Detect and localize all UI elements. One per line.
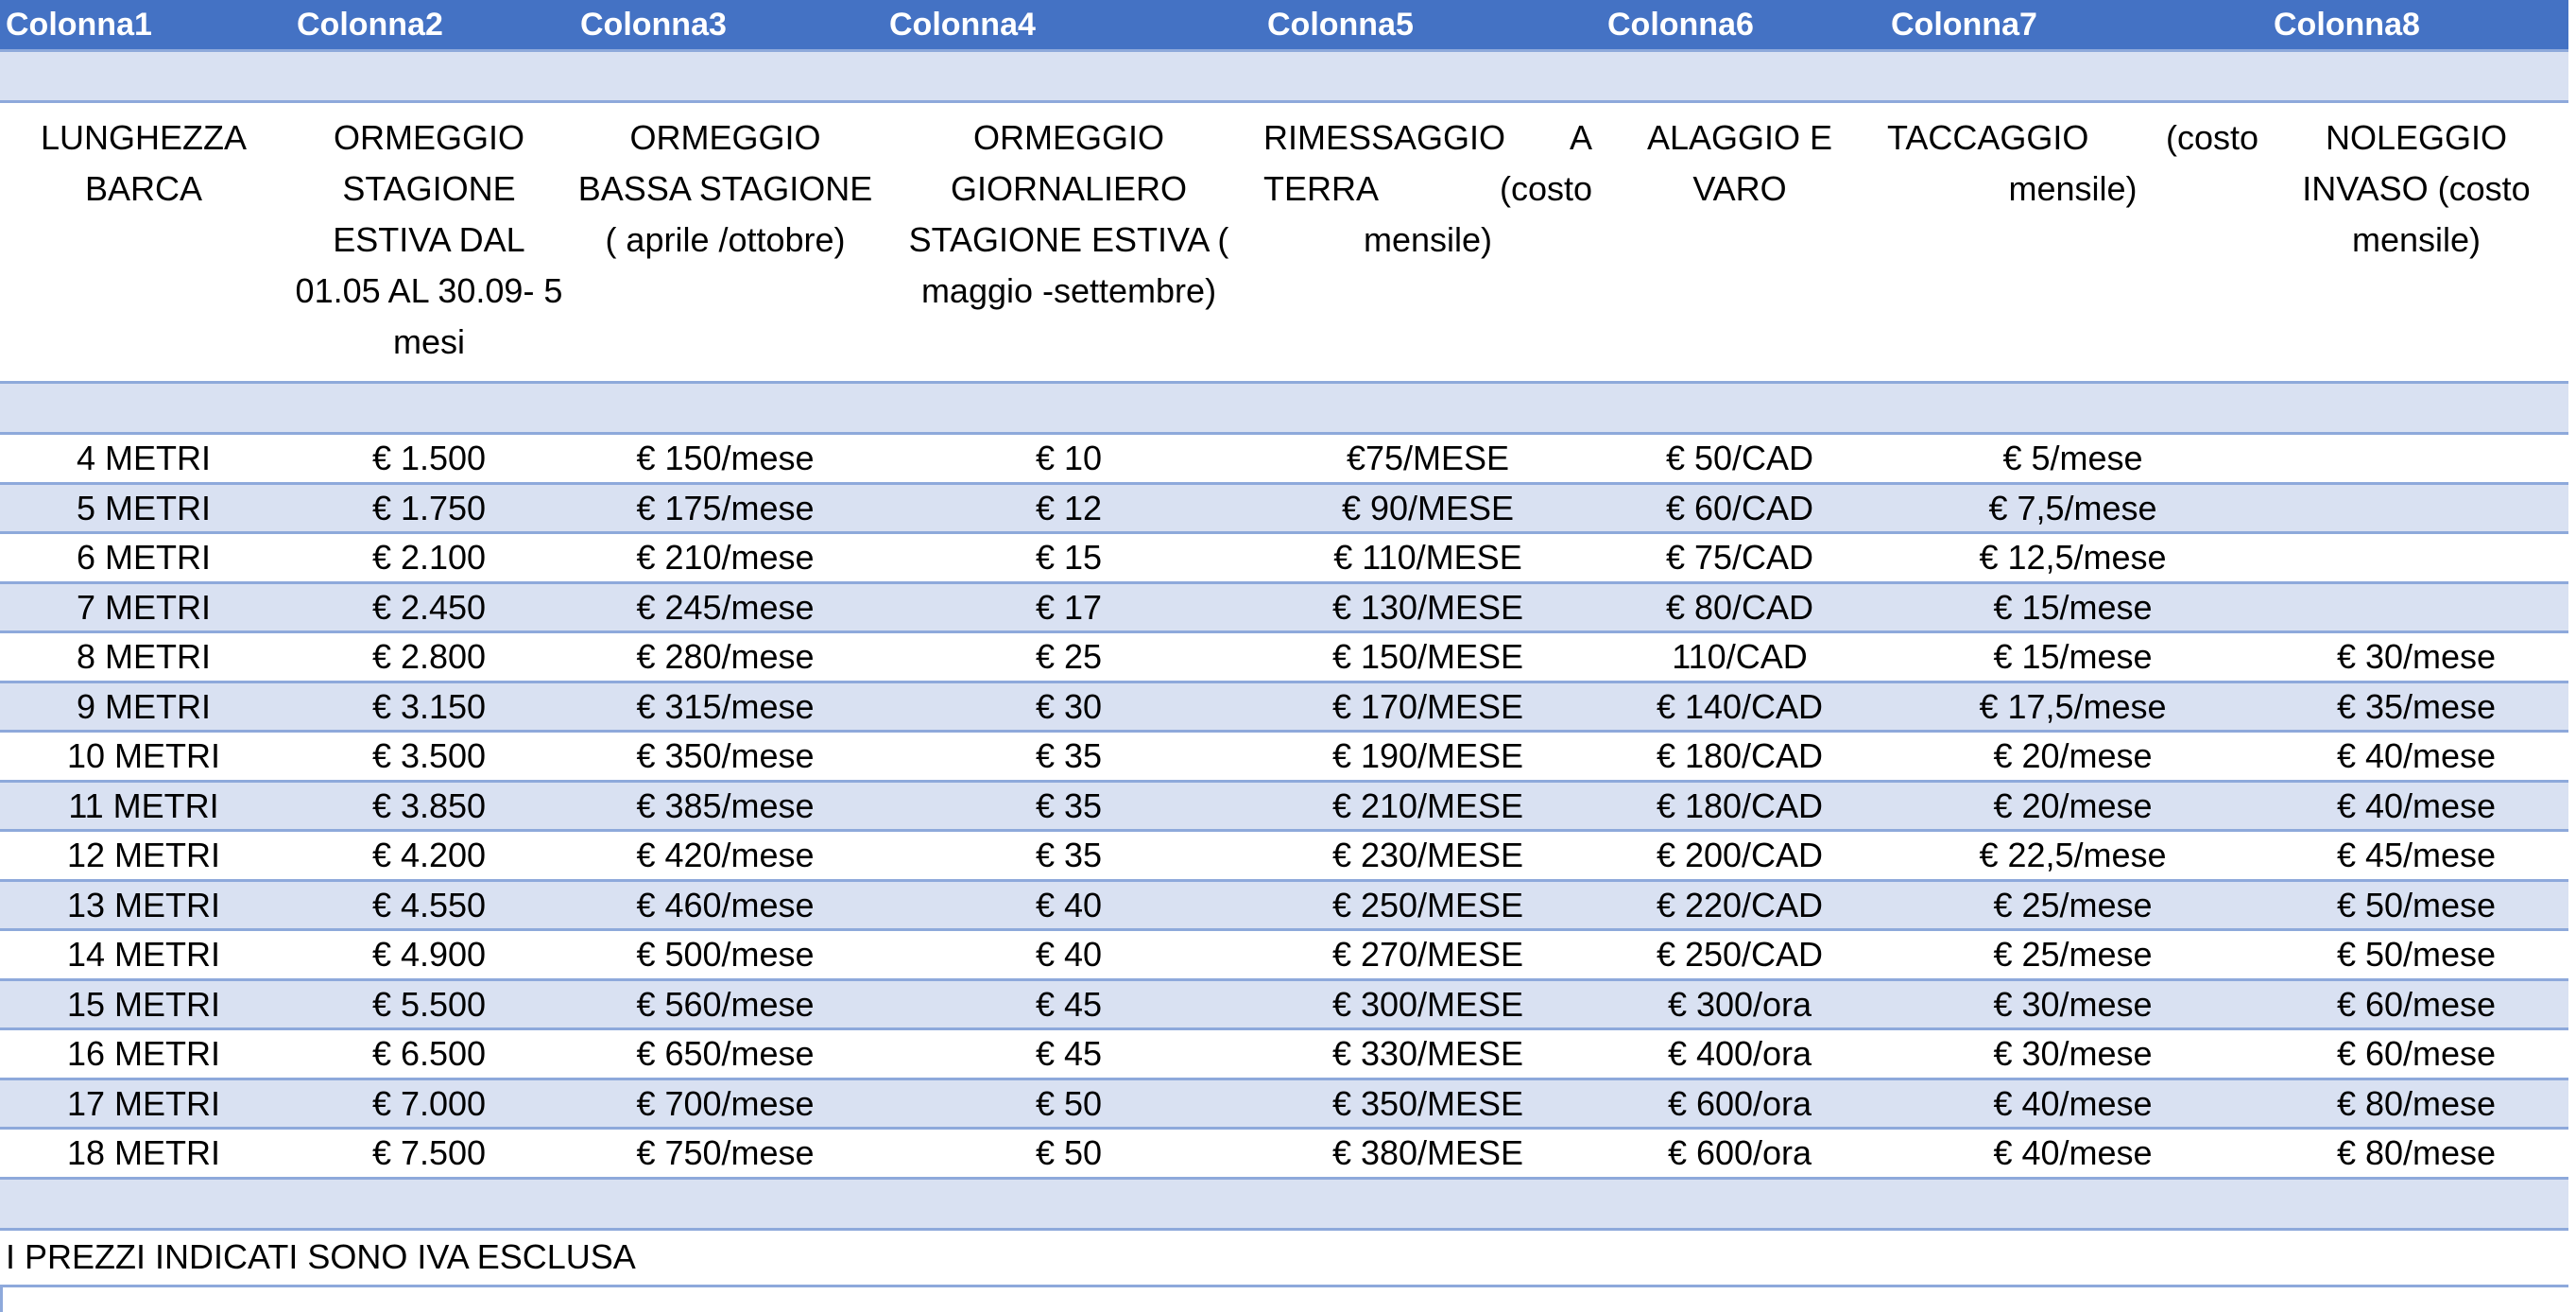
table-row [0, 831, 2568, 881]
table-cell[interactable]: € 40 [880, 880, 1258, 930]
table-cell[interactable]: € 10 [880, 434, 1258, 484]
table-cell[interactable]: € 3.150 [287, 682, 571, 732]
table-cell[interactable]: € 75/CAD [1598, 533, 1881, 583]
table-cell[interactable]: € 35/mese [2264, 682, 2568, 732]
table-cell[interactable]: € 60/CAD [1598, 483, 1881, 533]
table-cell[interactable]: € 5.500 [287, 979, 571, 1029]
table-cell[interactable]: € 80/mese [2264, 1079, 2568, 1129]
table-cell[interactable]: € 40/mese [2264, 732, 2568, 782]
table-cell[interactable]: € 50 [880, 1129, 1258, 1179]
table-cell[interactable]: € 650/mese [571, 1029, 880, 1079]
table-cell[interactable]: € 40/mese [2264, 781, 2568, 831]
cell-text: LUNGHEZZA BARCA [40, 118, 248, 208]
cell-text: NOLEGGIO INVASO (costo mensile) [2302, 118, 2531, 259]
table-row [0, 880, 2568, 930]
empty-band-row [0, 51, 2568, 102]
cell-text: ORMEGGIO GIORNALIERO STAGIONE ESTIVA ( maggio -settembre) [908, 118, 1229, 310]
table-cell[interactable]: 5 METRI [0, 483, 287, 533]
table-cell[interactable]: 11 METRI [0, 781, 287, 831]
table-cell[interactable]: € 40/mese [1881, 1129, 2264, 1179]
empty-band-row [0, 1178, 2568, 1229]
table-cell[interactable] [1598, 102, 1881, 383]
table-cell[interactable]: € 35 [880, 781, 1258, 831]
table-cell[interactable]: € 180/CAD [1598, 732, 1881, 782]
table-cell[interactable]: € 60/mese [2264, 979, 2568, 1029]
table-cell[interactable]: 12 METRI [0, 831, 287, 881]
table-cell[interactable]: € 30 [880, 682, 1258, 732]
table-cell[interactable]: € 80/mese [2264, 1129, 2568, 1179]
table-cell[interactable] [0, 383, 2568, 434]
table-cell[interactable]: € 4.900 [287, 930, 571, 980]
cell-text: ORMEGGIO BASSA STAGIONE ( aprile /ottobre) [577, 118, 873, 259]
table-cell[interactable] [0, 51, 2568, 102]
table-cell[interactable]: € 4.200 [287, 831, 571, 881]
cell-text: ALAGGIO E VARO [1646, 118, 1833, 208]
column-header[interactable]: Colonna3 [571, 0, 880, 51]
table-cell[interactable]: € 170/MESE [1258, 682, 1598, 732]
table-cell[interactable]: 8 METRI [0, 632, 287, 682]
table-cell[interactable]: € 220/CAD [1598, 880, 1881, 930]
table-cell[interactable]: € 30/mese [1881, 1029, 2264, 1079]
table-cell[interactable]: € 560/mese [571, 979, 880, 1029]
table-cell[interactable]: € 150/MESE [1258, 632, 1598, 682]
column-header[interactable]: Colonna7 [1881, 0, 2264, 51]
column-header[interactable]: Colonna6 [1598, 0, 1881, 51]
table-row [0, 582, 2568, 632]
table-cell[interactable]: 9 METRI [0, 682, 287, 732]
table-cell[interactable]: € 7.000 [287, 1079, 571, 1129]
table-cell[interactable]: 4 METRI [0, 434, 287, 484]
table-cell[interactable]: € 25 [880, 632, 1258, 682]
table-cell[interactable]: € 150/mese [571, 434, 880, 484]
table-row [0, 632, 2568, 682]
table-cell[interactable]: € 750/mese [571, 1129, 880, 1179]
table-cell[interactable]: € 500/mese [571, 930, 880, 980]
table-row [0, 1029, 2568, 1079]
table-cell[interactable] [2264, 483, 2568, 533]
table-cell[interactable]: € 30/mese [2264, 632, 2568, 682]
table-cell[interactable]: € 30/mese [1881, 979, 2264, 1029]
table-cell[interactable]: € 15/mese [1881, 582, 2264, 632]
table-cell[interactable]: € 50/mese [2264, 930, 2568, 980]
table-cell[interactable]: € 12 [880, 483, 1258, 533]
table-cell[interactable]: € 3.500 [287, 732, 571, 782]
table-cell[interactable]: € 7.500 [287, 1129, 571, 1179]
table-cell[interactable]: € 2.450 [287, 582, 571, 632]
table-cell[interactable]: € 20/mese [1881, 732, 2264, 782]
table-cell[interactable]: 110/CAD [1598, 632, 1881, 682]
table-cell[interactable]: € 190/MESE [1258, 732, 1598, 782]
table-row [0, 434, 2568, 484]
table-cell[interactable] [0, 102, 287, 383]
table-cell[interactable]: 7 METRI [0, 582, 287, 632]
table-cell[interactable]: € 90/MESE [1258, 483, 1598, 533]
table-row [0, 979, 2568, 1029]
table-cell[interactable]: € 350/mese [571, 732, 880, 782]
table-cell[interactable]: € 420/mese [571, 831, 880, 881]
table-cell[interactable]: € 280/mese [571, 632, 880, 682]
table-cell[interactable] [571, 102, 880, 383]
column-header[interactable]: Colonna1 [0, 0, 287, 51]
table-cell[interactable]: € 350/MESE [1258, 1079, 1598, 1129]
table-row [0, 533, 2568, 583]
table-cell[interactable]: 14 METRI [0, 930, 287, 980]
table-cell[interactable]: € 315/mese [571, 682, 880, 732]
table-cell[interactable]: € 300/MESE [1258, 979, 1598, 1029]
table-cell[interactable]: € 210/MESE [1258, 781, 1598, 831]
table-row [0, 682, 2568, 732]
table-cell[interactable] [1881, 102, 2264, 383]
table-cell[interactable]: € 460/mese [571, 880, 880, 930]
table-cell[interactable] [0, 1178, 2568, 1229]
table-cell[interactable]: € 300/ora [1598, 979, 1881, 1029]
table-cell[interactable]: € 25/mese [1881, 880, 2264, 930]
table-row [0, 1079, 2568, 1129]
table-cell[interactable]: € 1.500 [287, 434, 571, 484]
column-header[interactable]: Colonna2 [287, 0, 571, 51]
table-cell[interactable]: € 50/mese [2264, 880, 2568, 930]
table-cell[interactable]: € 35 [880, 831, 1258, 881]
table-cell[interactable]: € 50 [880, 1079, 1258, 1129]
vat-note[interactable]: I PREZZI INDICATI SONO IVA ESCLUSA [0, 1229, 2568, 1286]
table-cell[interactable]: 15 METRI [0, 979, 287, 1029]
table-row [0, 781, 2568, 831]
table-cell[interactable]: € 20/mese [1881, 781, 2264, 831]
table-row [0, 483, 2568, 533]
table-cell[interactable]: € 15 [880, 533, 1258, 583]
table-cell[interactable] [2264, 102, 2568, 383]
note-row [0, 1229, 2568, 1286]
table-cell[interactable]: € 250/CAD [1598, 930, 1881, 980]
table-cell[interactable]: € 380/MESE [1258, 1129, 1598, 1179]
table-cell[interactable]: € 175/mese [571, 483, 880, 533]
table-cell[interactable] [2264, 533, 2568, 583]
table-cell[interactable]: € 400/ora [1598, 1029, 1881, 1079]
table-cell[interactable]: € 15/mese [1881, 632, 2264, 682]
table-cell[interactable]: € 385/mese [571, 781, 880, 831]
table-row [0, 930, 2568, 980]
table-cell[interactable] [2264, 434, 2568, 484]
table-cell[interactable]: € 17,5/mese [1881, 682, 2264, 732]
table-cell[interactable]: € 12,5/mese [1881, 533, 2264, 583]
table-cell[interactable]: € 4.550 [287, 880, 571, 930]
table-cell[interactable]: € 140/CAD [1598, 682, 1881, 732]
table-cell[interactable]: € 2.100 [287, 533, 571, 583]
table-cell[interactable]: 18 METRI [0, 1129, 287, 1179]
table-cell[interactable] [2264, 582, 2568, 632]
table-cell[interactable]: € 45 [880, 1029, 1258, 1079]
table-cell[interactable]: 13 METRI [0, 880, 287, 930]
table-cell[interactable] [287, 102, 571, 383]
table-cell[interactable]: 6 METRI [0, 533, 287, 583]
table-cell[interactable]: € 600/ora [1598, 1079, 1881, 1129]
table-cell[interactable]: € 40 [880, 930, 1258, 980]
cell-text: RIMESSAGGIO A TERRA (costo mensile) [1263, 118, 1592, 259]
table-cell[interactable]: € 45/mese [2264, 831, 2568, 881]
column-header[interactable]: Colonna5 [1258, 0, 1598, 51]
cell-text: TACCAGGIO (costo mensile) [1887, 118, 2258, 208]
table-cell[interactable]: € 250/MESE [1258, 880, 1598, 930]
table-cell[interactable]: € 40/mese [1881, 1079, 2264, 1129]
table-cell[interactable]: € 130/MESE [1258, 582, 1598, 632]
table-cell[interactable]: € 5/mese [1881, 434, 2264, 484]
table-cell[interactable]: € 600/ora [1598, 1129, 1881, 1179]
table-cell[interactable]: € 35 [880, 732, 1258, 782]
table-row [0, 732, 2568, 782]
table-cell[interactable]: €75/MESE [1258, 434, 1598, 484]
table-cell[interactable]: € 700/mese [571, 1079, 880, 1129]
table-cell[interactable]: € 45 [880, 979, 1258, 1029]
column-header[interactable]: Colonna8 [2264, 0, 2568, 51]
table-cell[interactable]: € 60/mese [2264, 1029, 2568, 1079]
table-cell[interactable]: € 17 [880, 582, 1258, 632]
table-cell[interactable]: 10 METRI [0, 732, 287, 782]
table-header-row [0, 0, 2568, 51]
table-cell[interactable]: € 3.850 [287, 781, 571, 831]
cell-text: ORMEGGIO STAGIONE ESTIVA DAL 01.05 AL 30.09- 5 mesi [295, 118, 563, 361]
table-cell[interactable]: € 200/CAD [1598, 831, 1881, 881]
table-cell[interactable]: € 230/MESE [1258, 831, 1598, 881]
table-cell[interactable]: € 6.500 [287, 1029, 571, 1079]
column-header[interactable]: Colonna4 [880, 0, 1258, 51]
table-cell[interactable]: € 110/MESE [1258, 533, 1598, 583]
table-cell[interactable] [1258, 102, 1598, 383]
table-cell[interactable]: € 330/MESE [1258, 1029, 1598, 1079]
table-cell[interactable]: € 180/CAD [1598, 781, 1881, 831]
table-cell[interactable]: € 2.800 [287, 632, 571, 682]
table-cell[interactable]: € 22,5/mese [1881, 831, 2264, 881]
table-cell[interactable]: € 80/CAD [1598, 582, 1881, 632]
empty-band-row [0, 383, 2568, 434]
table-cell[interactable]: € 245/mese [571, 582, 880, 632]
table-row [0, 1129, 2568, 1179]
table-cell[interactable]: € 1.750 [287, 483, 571, 533]
table-cell[interactable]: 16 METRI [0, 1029, 287, 1079]
table-cell[interactable]: 17 METRI [0, 1079, 287, 1129]
description-row [0, 102, 2568, 383]
table-cell[interactable]: € 210/mese [571, 533, 880, 583]
table-cell[interactable]: € 7,5/mese [1881, 483, 2264, 533]
table-cell[interactable]: € 270/MESE [1258, 930, 1598, 980]
table-cell[interactable]: € 25/mese [1881, 930, 2264, 980]
table-cell[interactable]: € 50/CAD [1598, 434, 1881, 484]
table-cell[interactable] [880, 102, 1258, 383]
